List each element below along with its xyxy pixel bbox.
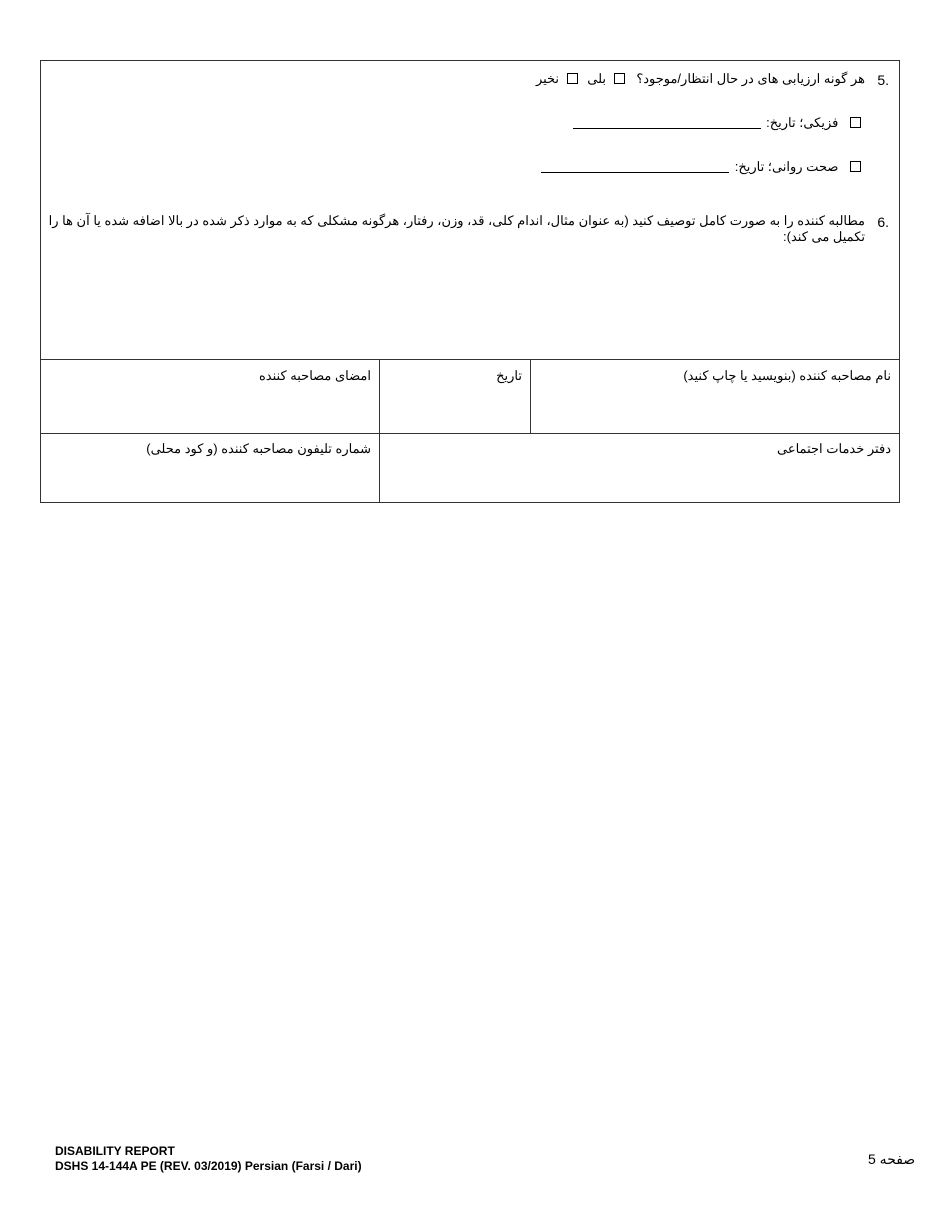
form-section xyxy=(40,60,900,503)
q5-mental-date-field[interactable] xyxy=(541,172,729,173)
interviewer-phone-label: شماره تلیفون مصاحبه کننده (و کود محلی) xyxy=(146,441,371,456)
q6-answer-area[interactable] xyxy=(61,253,859,353)
q5-text: هر گونه ارزیابی های در حال انتظار/موجود؟ xyxy=(636,71,865,86)
q5-physical-date-field[interactable] xyxy=(573,128,761,129)
footer-form-info xyxy=(55,1144,362,1174)
q5-yes-checkbox[interactable] xyxy=(614,73,625,84)
footer-title: DISABILITY REPORT xyxy=(55,1144,175,1158)
footer-form-id: DSHS 14-144A PE (REV. 03/2019) Persian (Farsi / Dari) xyxy=(55,1159,362,1173)
q5-row xyxy=(536,71,865,87)
q5-physical-label: فزیکی؛ تاریخ: xyxy=(766,115,839,130)
q6-number: 6. xyxy=(877,214,889,230)
interviewer-name-cell[interactable] xyxy=(531,360,899,433)
social-services-office-cell[interactable] xyxy=(380,434,899,502)
q6-text-line2: تکمیل می کند): xyxy=(783,229,865,244)
q5-mental-checkbox[interactable] xyxy=(850,161,861,172)
interviewer-phone-cell[interactable] xyxy=(41,434,379,502)
page-number: صفحه 5 xyxy=(868,1151,916,1167)
q5-mental-row xyxy=(541,159,865,175)
q5-mental-label: صحت روانی؛ تاریخ: xyxy=(734,159,839,174)
q5-physical-checkbox[interactable] xyxy=(850,117,861,128)
q5-physical-row xyxy=(573,115,866,131)
interviewer-name-label: نام مصاحبه کننده (بنویسید یا چاپ کنید) xyxy=(683,368,891,383)
q5-number: 5. xyxy=(877,72,889,88)
interviewer-signature-label: امضای مصاحبه کننده xyxy=(258,368,371,383)
q6-text-line1: مطالبه کننده را به صورت کامل توصیف کنید (به عنوان مثال، اندام کلی، قد، وزن، رفتار، هرگونه مشکلی که به موارد ذکر شده در بالا اضافه شده یا آن ها را xyxy=(48,213,865,228)
q5-no-checkbox[interactable] xyxy=(567,73,578,84)
date-cell[interactable] xyxy=(380,360,530,433)
q6-text xyxy=(49,213,865,245)
date-label: تاریخ xyxy=(496,368,522,383)
q5-yes-label: بلی xyxy=(587,71,607,86)
interviewer-signature-cell[interactable] xyxy=(41,360,379,433)
q5-no-label: نخیر xyxy=(535,71,560,86)
social-services-office-label: دفتر خدمات اجتماعی xyxy=(777,441,891,456)
